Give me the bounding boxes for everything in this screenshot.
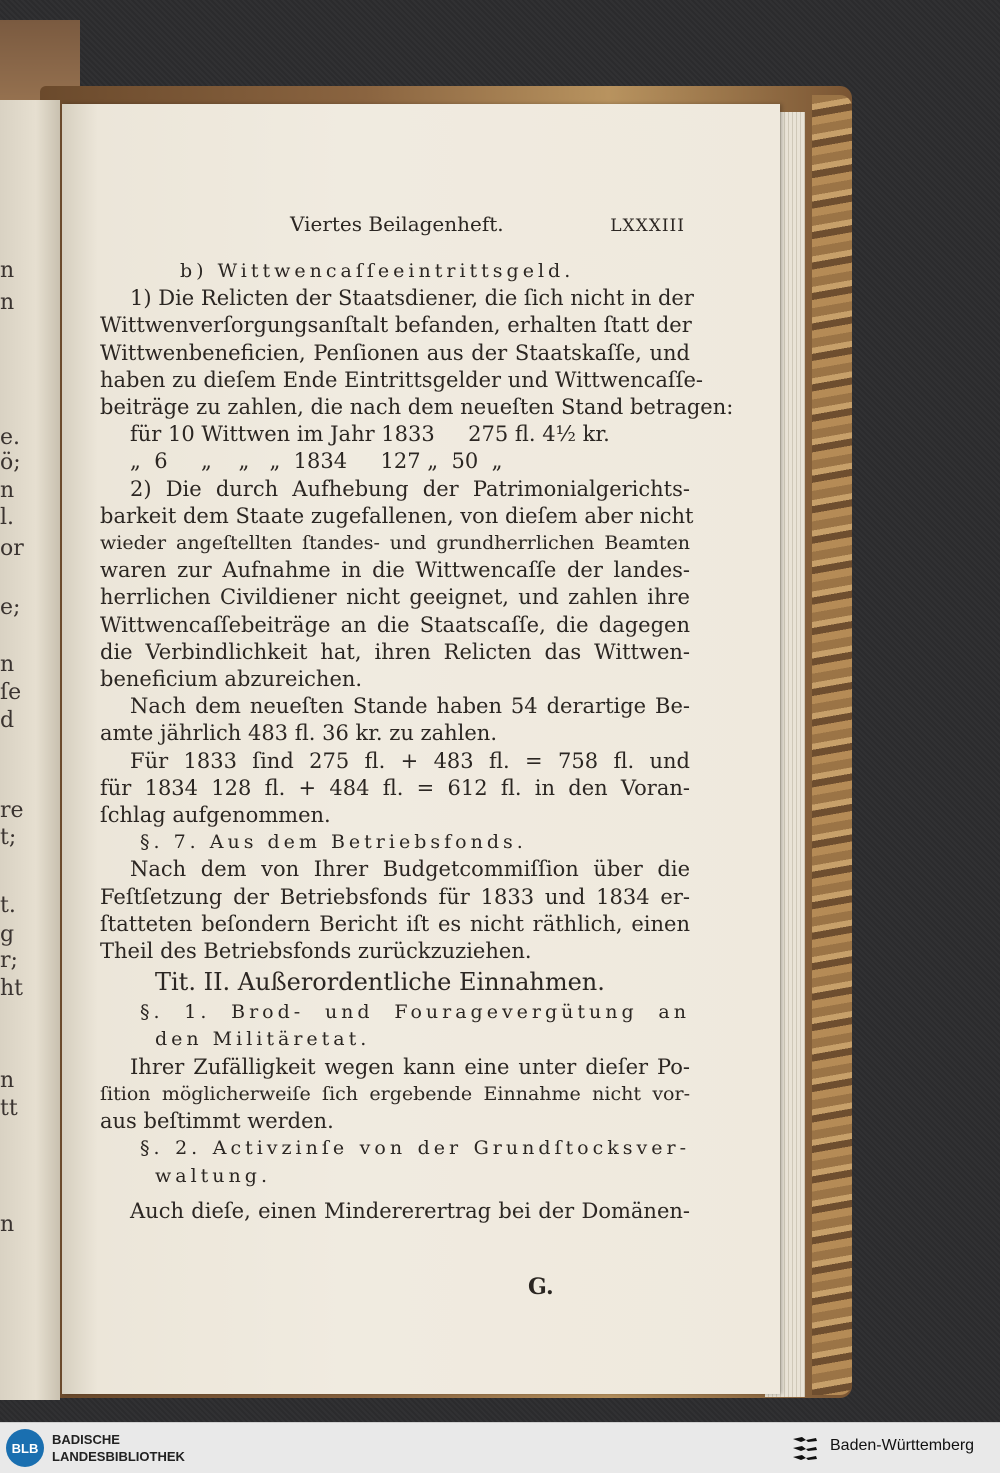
library-name-line2: LANDESBIBLIOTHEK <box>52 1449 185 1464</box>
section-heading: §. 1. Brod- und Fouragevergütung an <box>140 1001 690 1024</box>
margin-letter: g <box>0 922 15 947</box>
margin-letter: or <box>0 536 24 561</box>
margin-letter: d <box>0 708 15 733</box>
text-line: 2) Die durch Aufhebung der Patrimonialgerichts- <box>130 476 690 501</box>
text-line: Nach dem von Ihrer Budgetcommiſſion über die <box>130 857 690 882</box>
section-heading: §. 7. Aus dem Betriebsfonds. <box>140 831 527 854</box>
section-heading: §. 2. Activzinſe von der Grundſtocksver- <box>140 1137 690 1160</box>
margin-letter: l. <box>0 505 15 530</box>
margin-letter: ö; <box>0 450 21 475</box>
margin-letter: n <box>0 290 15 315</box>
margin-letter: tt <box>0 1096 18 1121</box>
margin-letter: e; <box>0 595 21 620</box>
text-line: beiträge zu zahlen, die nach dem neueſten Stand betragen: <box>100 395 734 420</box>
text-line: Wittwenbeneficien, Penſionen aus der Staatskaſſe, und <box>100 340 690 365</box>
text-line: beneficium abzureichen. <box>100 667 363 692</box>
text-line: Feſtſetzung der Betriebsfonds für 1833 und 1834 er- <box>100 884 690 909</box>
text-line: Wittwenverſorgungsanſtalt befanden, erhalten ſtatt der <box>100 313 692 338</box>
text-line: ſition möglicherweiſe ſich ergebende Einnahme nicht vor- <box>100 1082 690 1105</box>
text-line: für 10 Wittwen im Jahr 1833 275 fl. 4½ kr. <box>130 422 610 447</box>
margin-letter: t. <box>0 893 16 918</box>
margin-letter: n <box>0 478 15 503</box>
text-line: 1) Die Relicten der Staatsdiener, die ſich nicht in der <box>130 286 694 311</box>
library-logo-icon[interactable]: BLB <box>6 1429 44 1467</box>
text-line: ſchlag aufgenommen. <box>100 803 331 828</box>
text-line: „ 6 „ „ „ 1834 127 „ 50 „ <box>130 449 503 474</box>
margin-letter: ht <box>0 976 24 1001</box>
section-heading: b) Wittwencaſſeeintrittsgeld. <box>180 260 575 282</box>
page-body <box>100 258 734 1225</box>
margin-letter: n <box>0 1068 15 1093</box>
text-line: haben zu dieſem Ende Eintrittsgelder und Wittwencaſſe- <box>100 367 704 392</box>
state-coat-of-arms-icon <box>790 1433 820 1463</box>
page-header <box>290 212 685 242</box>
text-line: Ihrer Zufälligkeit wegen kann eine unter dieſer Po- <box>130 1054 690 1079</box>
text-line: die Verbindlichkeit hat, ihren Relicten das Wittwen- <box>100 639 690 664</box>
page-number: LXXXIII <box>610 216 685 236</box>
text-line: wieder angeſtellten ſtandes- und grundherrlichen Beamten <box>100 532 690 555</box>
text-line: aus beſtimmt werden. <box>100 1109 334 1134</box>
library-name-line1: BADISCHE <box>52 1432 120 1447</box>
margin-letter: n <box>0 1212 15 1237</box>
book-cover-edge <box>812 95 852 1395</box>
margin-letter: n <box>0 258 15 283</box>
text-line: barkeit dem Staate zugefallenen, von dieſem aber nicht <box>100 503 694 528</box>
title-heading: Tit. II. Außerordentliche Einnahmen. <box>155 968 605 997</box>
margin-letter: t; <box>0 825 17 850</box>
state-name[interactable]: Baden-Württemberg <box>830 1437 975 1454</box>
text-line: Theil des Betriebsfonds zurückzuziehen. <box>100 939 532 964</box>
library-name[interactable] <box>52 1431 185 1465</box>
margin-letter: r; <box>0 948 18 973</box>
text-line: für 1834 128 fl. + 484 fl. = 612 fl. in den Voran- <box>100 775 690 800</box>
text-line: waren zur Aufnahme in die Wittwencaſſe der landes- <box>100 558 690 583</box>
text-line: ſtatteten beſondern Bericht iſt es nicht räthlich, einen <box>100 911 690 936</box>
margin-letter: e. <box>0 425 21 450</box>
text-line: Für 1833 ſind 275 fl. + 483 fl. = 758 fl. und <box>130 748 690 773</box>
margin-letter: ſe <box>0 680 22 705</box>
section-heading: waltung. <box>155 1164 271 1187</box>
signature-mark: G. <box>528 1274 554 1300</box>
section-heading: den Militäretat. <box>155 1028 371 1051</box>
text-line: Wittwencaſſebeiträge an die Staatscaſſe, die dagegen <box>100 612 690 637</box>
text-line: amte jährlich 483 fl. 36 kr. zu zahlen. <box>100 721 498 746</box>
margin-letter: n <box>0 652 15 677</box>
text-line: herrlichen Civildiener nicht geeignet, und zahlen ihre <box>100 585 690 610</box>
text-line: Auch dieſe, einen Mindererertrag bei der Domänen- <box>130 1198 690 1223</box>
margin-letter: re <box>0 798 24 823</box>
running-title: Viertes Beilagenheft. <box>290 212 504 236</box>
text-line: Nach dem neueſten Stande haben 54 derartige Be- <box>130 694 690 719</box>
footer-bar <box>0 1422 1000 1473</box>
